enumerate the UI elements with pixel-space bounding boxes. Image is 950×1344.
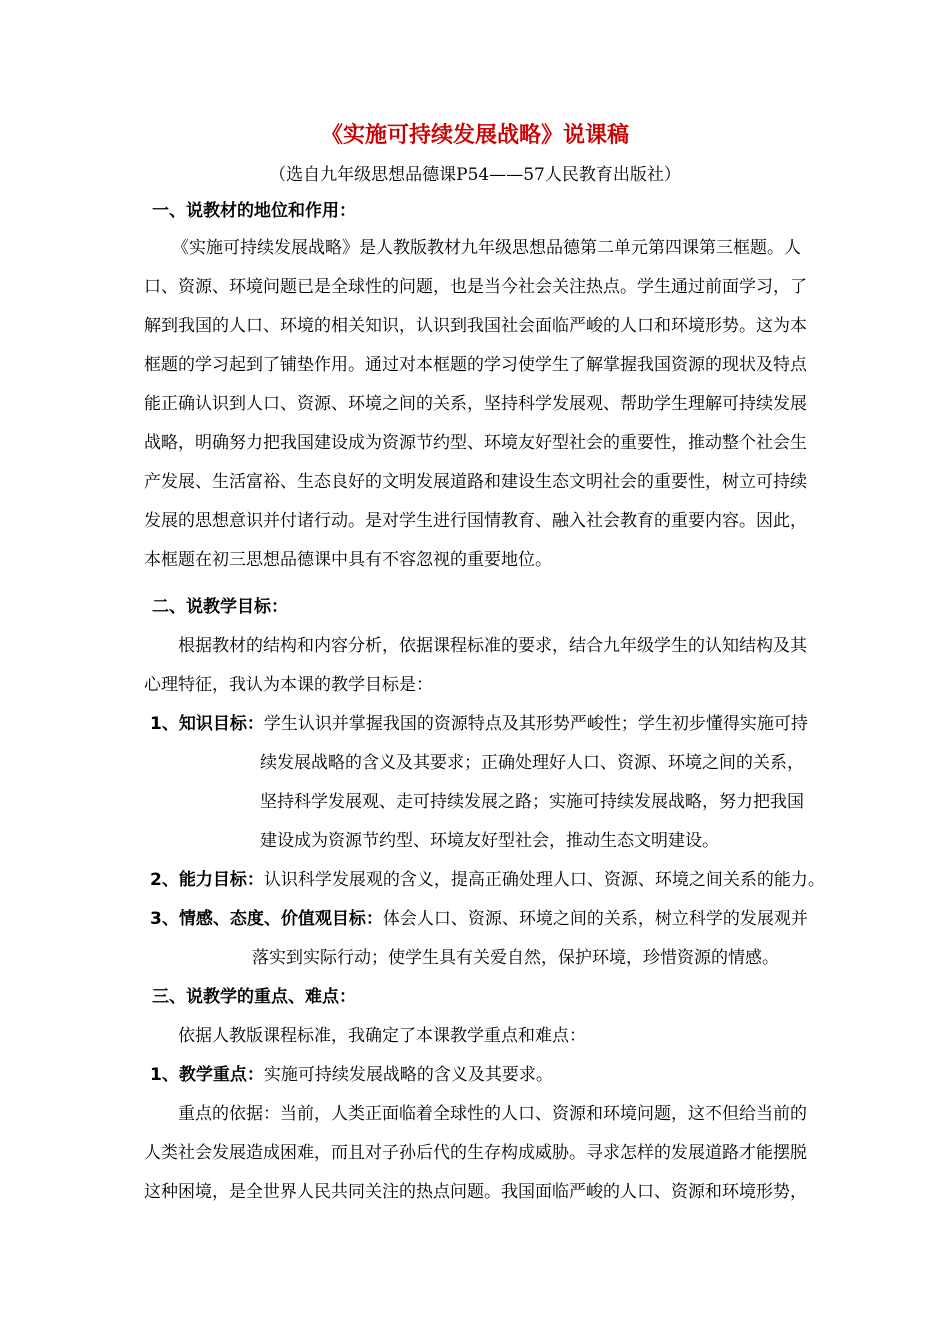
goal1-line: 建设成为资源节约型、环境友好型社会，推动生态文明建设。 xyxy=(260,831,719,851)
goal3-line: 落实到实际行动；使学生具有关爱自然，保护环境，珍惜资源的情感。 xyxy=(252,948,779,968)
section1-line: 口、资源、环境问题已是全球性的问题，也是当今社会关注热点。学生通过前面学习，了 xyxy=(144,277,807,297)
section1-line: 解到我国的人口、环境的相关知识，认识到我国社会面临严峻的人口和环境形势。这为本 xyxy=(144,316,807,336)
goal3-text: 体会人口、资源、环境之间的关系，树立科学的发展观并 xyxy=(382,909,808,929)
point1-label: 1、教学重点： xyxy=(150,1065,264,1085)
point1-text: 实施可持续发展战略的含义及其要求。 xyxy=(263,1065,553,1085)
section1-line: 发展的思想意识并付诸行动。是对学生进行国情教育、融入社会教育的重要内容。因此， xyxy=(144,511,807,531)
goal2-label: 2、能力目标： xyxy=(150,870,264,890)
document-subtitle: （选自九年级思想品德课P54——57人民教育出版社） xyxy=(269,165,681,185)
section1-line: 框题的学习起到了铺垫作用。通过对本框题的学习使学生了解掌握我国资源的现状及特点 xyxy=(144,355,807,375)
basis-line: 人类社会发展造成困难，而且对子孙后代的生存构成威胁。寻求怎样的发展道路才能摆脱 xyxy=(144,1143,807,1163)
point1-row xyxy=(150,1063,553,1087)
basis-line: 重点的依据：当前，人类正面临着全球性的人口、资源和环境问题，这不但给当前的 xyxy=(178,1104,807,1124)
document-title: 《实施可持续发展战略》说课稿 xyxy=(320,123,629,148)
section2-intro-line: 心理特征，我认为本课的教学目标是： xyxy=(144,675,433,695)
section2-heading: 二、说教学目标： xyxy=(152,597,288,617)
section1-line: 产发展、生活富裕、生态良好的文明发展道路和建设生态文明社会的重要性，树立可持续 xyxy=(144,472,807,492)
goal1-row xyxy=(150,712,808,736)
section1-line: 能正确认识到人口、资源、环境之间的关系，坚持科学发展观、帮助学生理解可持续发展 xyxy=(144,394,807,414)
goal3-row xyxy=(150,907,808,931)
section1-line: 《实施可持续发展战略》是人教版教材九年级思想品德第二单元第四课第三框题。人 xyxy=(172,238,801,258)
goal2-row xyxy=(150,868,825,892)
section2-intro-line: 根据教材的结构和内容分析，依据课程标准的要求，结合九年级学生的认知结构及其 xyxy=(178,636,807,656)
goal1-line: 续发展战略的含义及其要求；正确处理好人口、资源、环境之间的关系， xyxy=(260,753,804,773)
goal1-label: 1、知识目标： xyxy=(150,714,264,734)
goal1-text: 学生认识并掌握我国的资源特点及其形势严峻性；学生初步懂得实施可持 xyxy=(263,714,808,734)
section3-intro: 依据人教版课程标准，我确定了本课教学重点和难点： xyxy=(178,1026,586,1046)
section1-line: 本框题在初三思想品德课中具有不容忽视的重要地位。 xyxy=(144,550,552,570)
goal2-text: 认识科学发展观的含义，提高正确处理人口、资源、环境之间关系的能力。 xyxy=(263,870,825,890)
basis-line: 这种困境，是全世界人民共同关注的热点问题。我国面临严峻的人口、资源和环境形势， xyxy=(144,1182,807,1202)
section3-heading: 三、说教学的重点、难点： xyxy=(152,987,356,1007)
section1-heading: 一、说教材的地位和作用： xyxy=(152,201,356,221)
goal3-label: 3、情感、态度、价值观目标： xyxy=(150,909,383,929)
section1-line: 战略，明确努力把我国建设成为资源节约型、环境友好型社会的重要性，推动整个社会生 xyxy=(144,433,807,453)
goal1-line: 坚持科学发展观、走可持续发展之路；实施可持续发展战略，努力把我国 xyxy=(260,792,804,812)
